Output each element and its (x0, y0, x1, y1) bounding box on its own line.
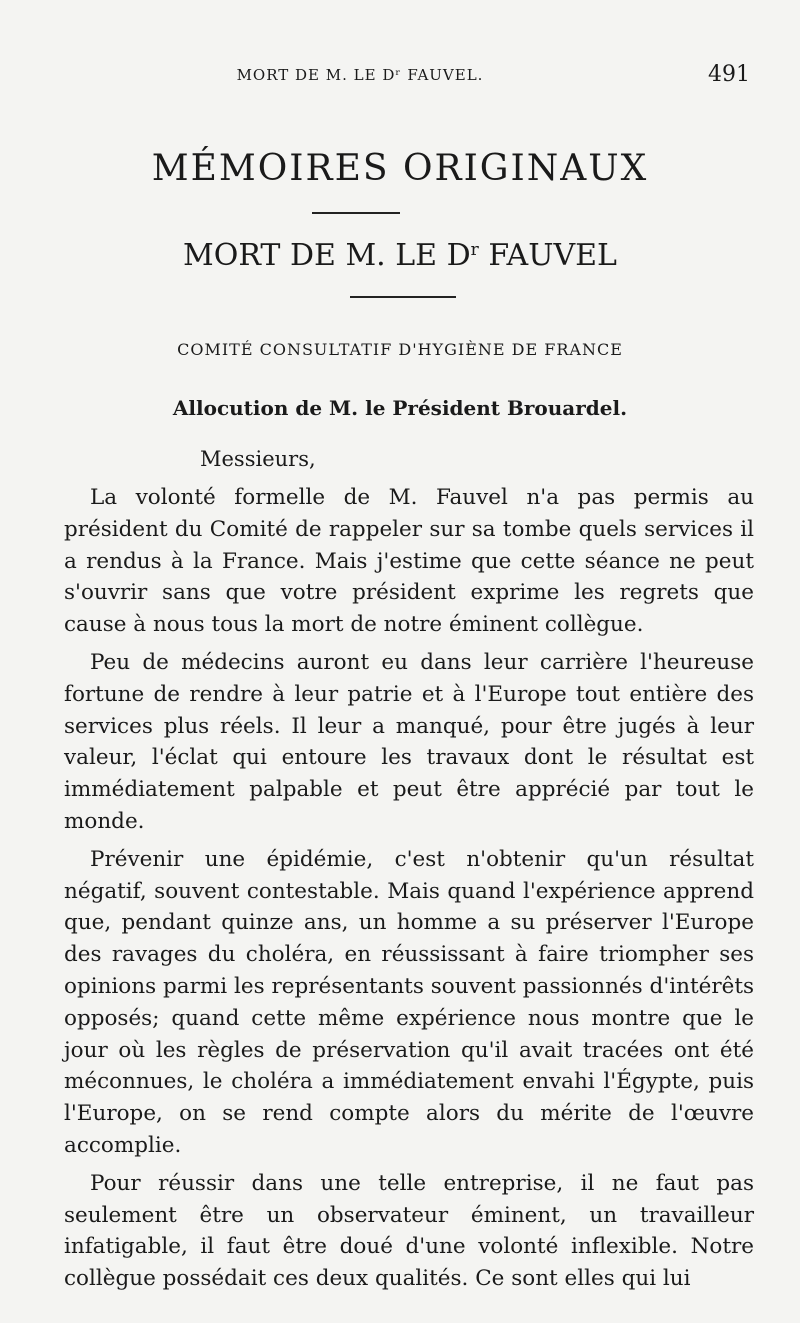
paragraph: Peu de médecins auront eu dans leur carrière l'heureuse fortune de rendre à leur patrie et à l'Europe tout entière des services plus réels. Il leur a manqué, pour être jugés à leur valeur, l'éclat qui entoure les travaux dont le résultat est immédiatement palpable et peut être apprécié par tout le monde. (64, 649, 754, 834)
article-title-superscript: r (470, 240, 479, 260)
article-title-suffix: FAUVEL (478, 238, 617, 273)
committee-heading: COMITÉ CONSULTATIF D'HYGIÈNE DE FRANCE (177, 340, 623, 359)
article-title (0, 238, 800, 273)
paragraph: Pour réussir dans une telle entreprise, il ne faut pas seulement être un observateur éminent, un travailleur infatigable, il faut être doué d'une volonté inflexible. Notre collègue possédait ces deux qualités. Ce sont elles qui lui (64, 1170, 754, 1292)
running-title: MORT DE M. LE Dʳ FAUVEL. (236, 66, 484, 84)
paragraph: Prévenir une épidémie, c'est n'obtenir qu'un résultat négatif, souvent contestable. Mais quand l'expérience apprend que, pendant quinze ans, un homme a su préserver l'Europe des ravages du choléra, en réussissant à faire triompher ses opinions parmi les représentants souvent passionnés d'intérêts opposés; quand cette même expérience nous montre que le jour où les règles de préservation qu'il avait tracées ont été méconnues, le choléra a immédiatement envahi l'Égypte, puis l'Europe, on se rend compte alors du mérite de l'œuvre accomplie. (64, 846, 754, 1158)
divider-rule (312, 212, 400, 214)
paragraph: La volonté formelle de M. Fauvel n'a pas permis au président du Comité de rappeler sur sa tombe quels services il a rendus à la France. Mais j'estime que cette séance ne peut s'ouvrir sans que votre président exprime les regrets que cause à nous tous la mort de notre éminent collègue. (64, 485, 754, 638)
page-number: 491 (708, 62, 750, 87)
divider-rule (350, 296, 456, 298)
body-text (64, 482, 754, 1295)
salutation: Messieurs, (200, 447, 316, 471)
running-head (60, 62, 750, 90)
allocution-heading: Allocution de M. le Président Brouardel. (172, 396, 628, 420)
section-title: MÉMOIRES ORIGINAUX (151, 148, 649, 189)
article-title-prefix: MORT DE M. LE D (183, 238, 471, 273)
